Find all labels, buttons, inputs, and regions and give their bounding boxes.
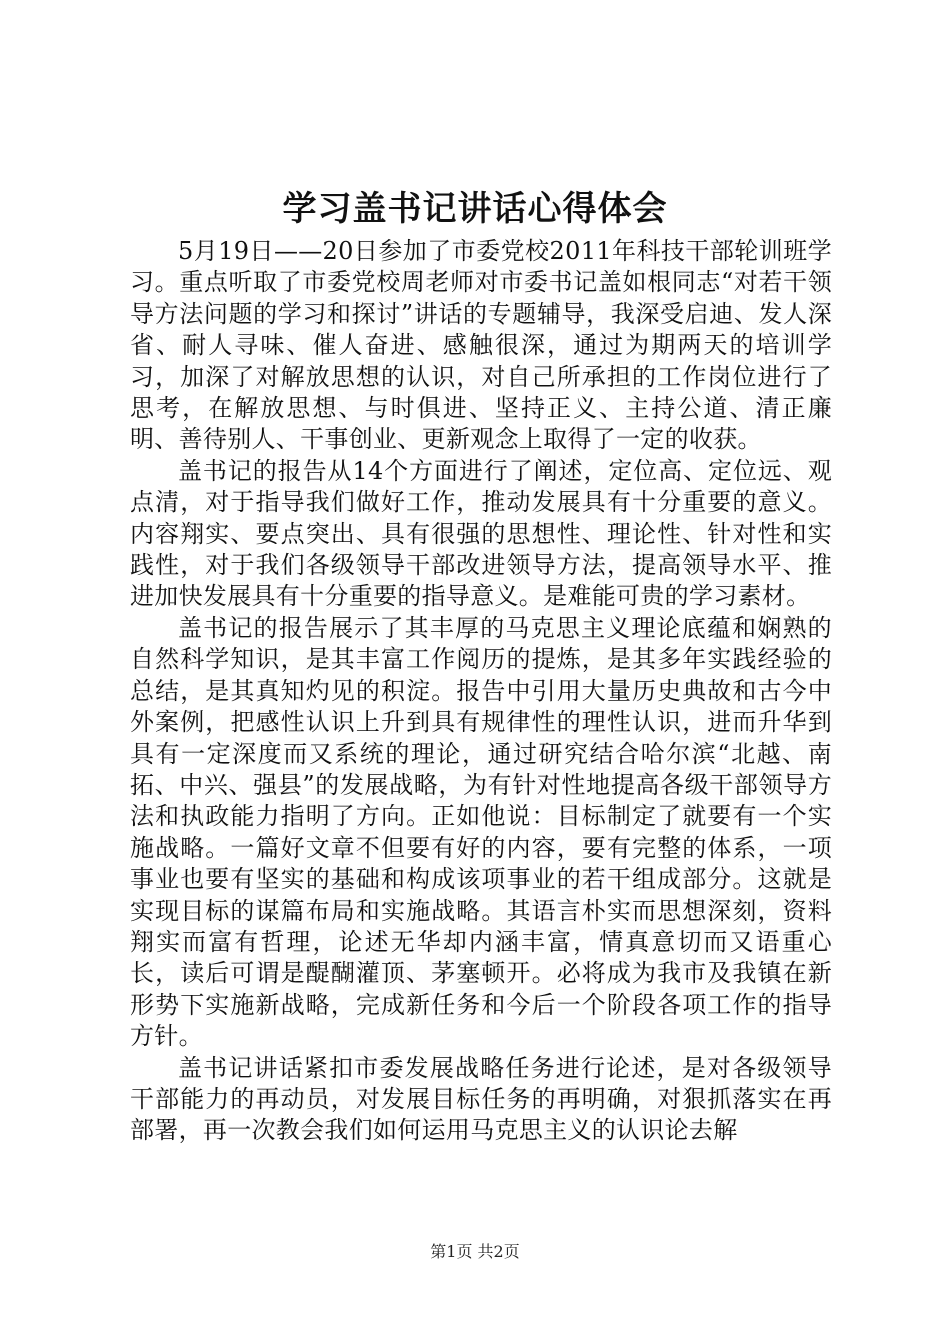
paragraph: 盖书记的报告从14个方面进行了阐述，定位高、定位远、观点清，对于指导我们做好工作，推动发展具有十分重要的意义。内容翔实、要点突出、具有很强的思想性、理论性、针对性和实践性，对于我们各级领导干部改进领导方法，提高领导水平、推进加快发展具有十分重要的指导意义。是难能可贵的学习素材。	[130, 456, 832, 611]
paragraph: 盖书记的报告展示了其丰厚的马克思主义理论底蕴和娴熟的自然科学知识，是其丰富工作阅历的提炼，是其多年实践经验的总结，是其真知灼见的积淀。报告中引用大量历史典故和古今中外案例，把感性认识上升到具有规律性的理性认识，进而升华到具有一定深度而又系统的理论，通过研究结合哈尔滨“北越、南拓、中兴、强县”的发展战略，为有针对性地提高各级干部领导方法和执政能力指明了方向。正如他说：目标制定了就要有一个实施战略。一篇好文章不但要有好的内容，要有完整的体系，一项事业也要有坚实的基础和构成该项事业的若干组成部分。这就是实现目标的谋篇布局和实施战略。其语言朴实而思想深刻，资料翔实而富有哲理，论述无华却内涵丰富，情真意切而又语重心长，读后可谓是醍醐灌顶、茅塞顿开。必将成为我市及我镇在新形势下实施新战略，完成新任务和今后一个阶段各项工作的指导方针。	[130, 613, 832, 1051]
page-footer: 第1页 共2页	[430, 1242, 520, 1261]
paragraph: 5月19日——20日参加了市委党校2011年科技干部轮训班学习。重点听取了市委党校周老师对市委书记盖如根同志“对若干领导方法问题的学习和探讨”讲话的专题辅导，我深受启迪、发人深省、耐人寻味、催人奋进、感触很深，通过为期两天的培训学习，加深了对解放思想的认识，对自己所承担的工作岗位进行了思考，在解放思想、与时俱进、坚持正义、主持公道、清正廉明、善待别人、干事创业、更新观念上取得了一定的收获。	[130, 237, 832, 454]
paragraph: 盖书记讲话紧扣市委发展战略任务进行论述，是对各级领导干部能力的再动员，对发展目标任务的再明确，对狠抓落实在再部署，再一次教会我们如何运用马克思主义的认识论去解	[130, 1053, 832, 1145]
document-body	[130, 236, 832, 1147]
document-title: 学习盖书记讲话心得体会	[282, 189, 668, 229]
